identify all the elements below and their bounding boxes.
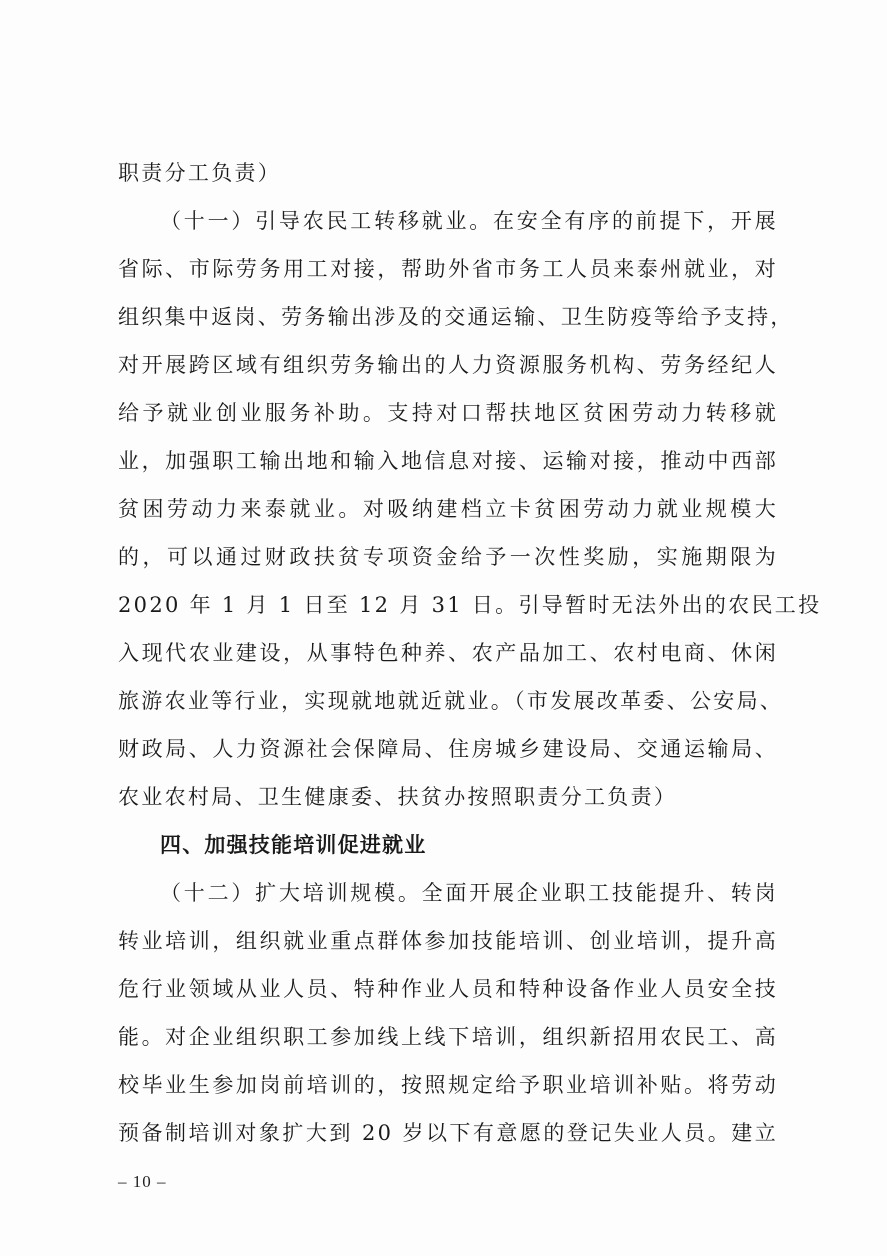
paragraph-11-start: （十一）引导农民工转移就业。在安全有序的前提下，开展 <box>160 209 778 233</box>
text-line: 业，加强职工输出地和输入地信息对接、运输对接，推动中西部 <box>118 449 778 473</box>
text-line: 预备制培训对象扩大到 20 岁以下有意愿的登记失业人员。建立 <box>118 1121 778 1145</box>
text-line: 财政局、人力资源社会保障局、住房城乡建设局、交通运输局、 <box>118 737 778 761</box>
section-heading: 四、加强技能培训促进就业 <box>160 833 427 857</box>
text-line: 贫困劳动力来泰就业。对吸纳建档立卡贫困劳动力就业规模大 <box>118 497 778 521</box>
text-line: 旅游农业等行业，实现就地就近就业。（市发展改革委、公安局、 <box>118 689 784 713</box>
text-line: 组织集中返岗、劳务输出涉及的交通运输、卫生防疫等给予支持， <box>118 305 794 329</box>
text-line: 的，可以通过财政扶贫专项资金给予一次性奖励，实施期限为 <box>118 545 778 569</box>
text-line: 对开展跨区域有组织劳务输出的人力资源服务机构、劳务经纪人 <box>118 353 778 377</box>
text-line: 给予就业创业服务补助。支持对口帮扶地区贫困劳动力转移就 <box>118 401 778 425</box>
page-number: – 10 – <box>118 1172 167 1191</box>
text-line: 能。对企业组织职工参加线上线下培训，组织新招用农民工、高 <box>118 1025 778 1049</box>
text-line: 农业农村局、卫生健康委、扶贫办按照职责分工负责） <box>118 785 678 809</box>
text-line: 危行业领域从业人员、特种作业人员和特种设备作业人员安全技 <box>118 977 778 1001</box>
text-line: 省际、市际劳务用工对接，帮助外省市务工人员来泰州就业，对 <box>118 257 778 281</box>
text-line: 2020 年 1 月 1 日至 12 月 31 日。引导暂时无法外出的农民工投 <box>118 593 822 617</box>
text-line: 职责分工负责） <box>118 161 282 185</box>
text-line: 转业培训，组织就业重点群体参加技能培训、创业培训，提升高 <box>118 929 778 953</box>
text-line: 入现代农业建设，从事特色种养、农产品加工、农村电商、休闲 <box>118 641 778 665</box>
paragraph-12-start: （十二）扩大培训规模。全面开展企业职工技能提升、转岗 <box>160 881 778 905</box>
text-line: 校毕业生参加岗前培训的，按照规定给予职业培训补贴。将劳动 <box>118 1073 778 1097</box>
